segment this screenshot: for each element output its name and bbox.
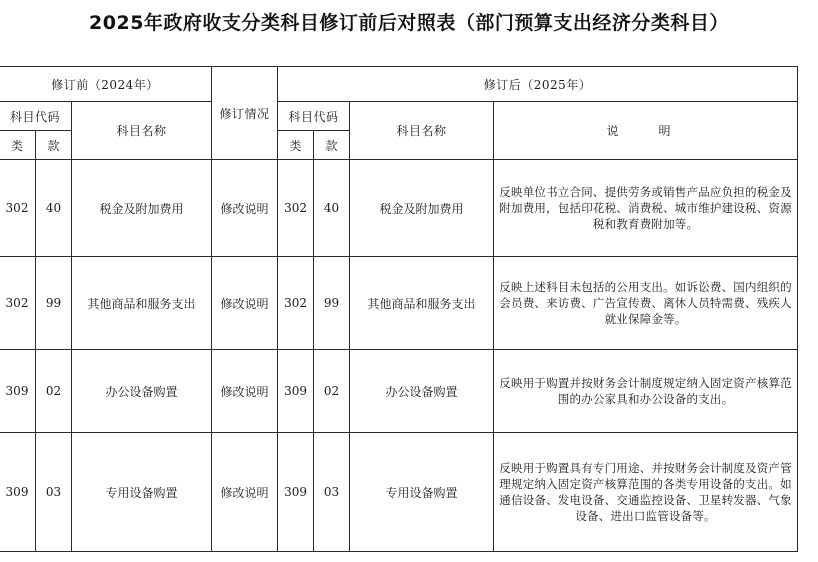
table-row xyxy=(0,433,798,552)
header-before-code: 科目代码 xyxy=(0,102,72,131)
revision-cell: 修改说明 xyxy=(212,257,278,350)
header-before-section: 款 xyxy=(36,131,72,160)
after-section-cell: 03 xyxy=(314,433,350,552)
after-name-cell: 专用设备购置 xyxy=(350,433,494,552)
table-row xyxy=(0,257,798,350)
before-class-cell: 309 xyxy=(0,433,36,552)
description-cell: 反映上述科目未包括的公用支出。如诉讼费、国内组织的会员费、来访费、广告宣传费、离休人员特需费、残疾人就业保障金等。 xyxy=(494,257,798,350)
header-before-group: 修订前（2024年） xyxy=(0,67,212,102)
header-after-section: 款 xyxy=(314,131,350,160)
before-name-cell: 办公设备购置 xyxy=(72,350,212,433)
after-class-cell: 302 xyxy=(278,160,314,257)
header-before-class: 类 xyxy=(0,131,36,160)
comparison-table xyxy=(0,66,798,552)
description-cell: 反映用于购置并按财务会计制度规定纳入固定资产核算范围的办公家具和办公设备的支出。 xyxy=(494,350,798,433)
after-section-cell: 40 xyxy=(314,160,350,257)
before-class-cell: 302 xyxy=(0,257,36,350)
description-cell: 反映用于购置具有专门用途、并按财务会计制度及资产管理规定纳入固定资产核算范围的各类专用设备的支出。如通信设备、发电设备、交通监控设备、卫星转发器、气象设备、进出口监管设备等。 xyxy=(494,433,798,552)
before-name-cell: 其他商品和服务支出 xyxy=(72,257,212,350)
before-section-cell: 03 xyxy=(36,433,72,552)
table-row xyxy=(0,160,798,257)
header-before-name: 科目名称 xyxy=(72,102,212,160)
after-name-cell: 税金及附加费用 xyxy=(350,160,494,257)
after-section-cell: 02 xyxy=(314,350,350,433)
revision-cell: 修改说明 xyxy=(212,160,278,257)
before-section-cell: 02 xyxy=(36,350,72,433)
before-class-cell: 309 xyxy=(0,350,36,433)
header-description: 说 明 xyxy=(494,102,798,160)
header-after-class: 类 xyxy=(278,131,314,160)
header-after-code: 科目代码 xyxy=(278,102,350,131)
page-title: 2025年政府收支分类科目修订前后对照表（部门预算支出经济分类科目） xyxy=(89,12,729,34)
header-after-name: 科目名称 xyxy=(350,102,494,160)
after-class-cell: 302 xyxy=(278,257,314,350)
after-name-cell: 办公设备购置 xyxy=(350,350,494,433)
header-revision: 修订情况 xyxy=(212,67,278,160)
before-name-cell: 专用设备购置 xyxy=(72,433,212,552)
header-after-group: 修订后（2025年） xyxy=(278,67,798,102)
after-name-cell: 其他商品和服务支出 xyxy=(350,257,494,350)
before-section-cell: 99 xyxy=(36,257,72,350)
before-name-cell: 税金及附加费用 xyxy=(72,160,212,257)
table-row xyxy=(0,350,798,433)
after-section-cell: 99 xyxy=(314,257,350,350)
revision-cell: 修改说明 xyxy=(212,433,278,552)
after-class-cell: 309 xyxy=(278,433,314,552)
before-class-cell: 302 xyxy=(0,160,36,257)
description-cell: 反映单位书立合同、提供劳务或销售产品应负担的税金及附加费用，包括印花税、消费税、城市维护建设税、资源税和教育费附加等。 xyxy=(494,160,798,257)
before-section-cell: 40 xyxy=(36,160,72,257)
revision-cell: 修改说明 xyxy=(212,350,278,433)
after-class-cell: 309 xyxy=(278,350,314,433)
